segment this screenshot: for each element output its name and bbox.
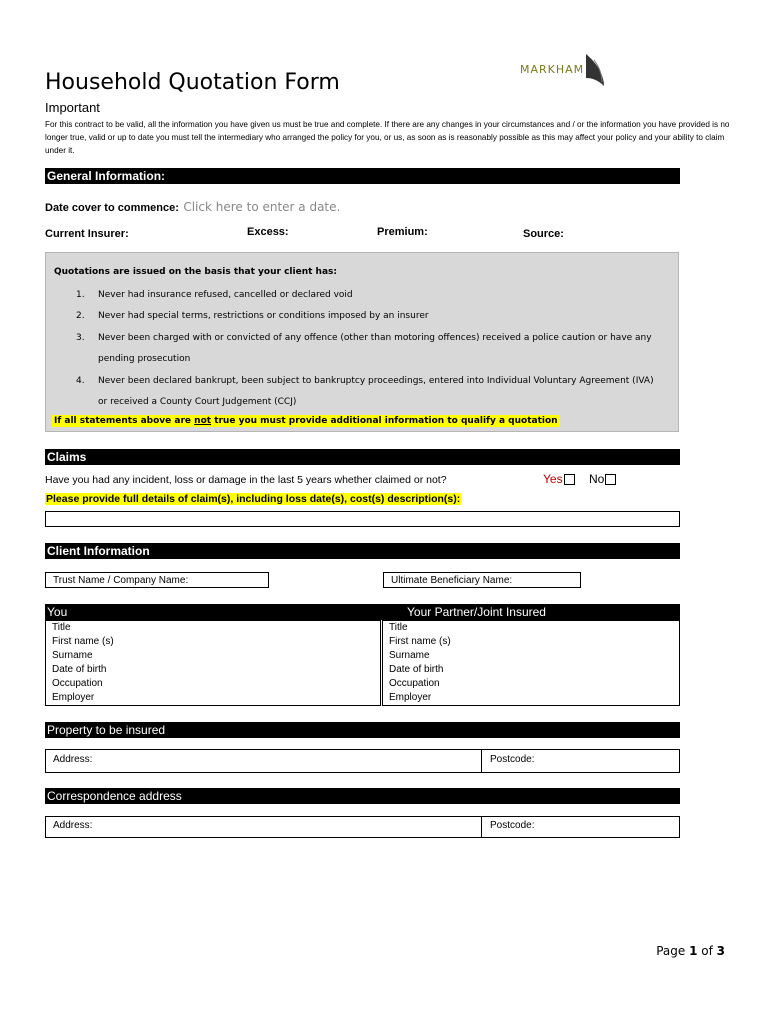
field-label: Surname [52,650,93,661]
basis-item-text: Never been declared bankrupt, been subject to bankruptcy proceedings, entered into Individual Voluntary Agreement (IVA) [98,376,654,386]
page-of: of [697,944,717,958]
claims-details-field[interactable] [45,511,680,527]
date-cover-label: Date cover to commence: [45,202,179,214]
date-cover-field[interactable]: Click here to enter a date. [183,200,341,214]
warning-text: true you must provide additional information to qualify a quotation [211,416,558,426]
basis-item-number: 1. [76,290,85,300]
basis-item-text: pending prosecution [98,354,191,364]
correspondence-address-label: Address: [53,820,93,831]
you-details-table[interactable] [45,620,381,706]
claims-question: Have you had any incident, loss or damage in the last 5 years whether claimed or not? [45,474,447,486]
warning-text: If all statements above are [54,416,195,426]
excess-label[interactable]: Excess: [247,226,289,238]
property-postcode-field[interactable] [481,749,680,773]
claims-details-label: Please provide full details of claim(s), including loss date(s), cost(s) description(s): [46,493,461,505]
you-partner-header [45,604,680,620]
partner-heading: Your Partner/Joint Insured [407,605,546,619]
page-number [656,944,725,958]
yes-option[interactable] [543,472,575,486]
field-label: First name (s) [52,636,114,647]
trust-name-label: Trust Name / Company Name: [53,575,189,586]
beneficiary-name-label: Ultimate Beneficiary Name: [391,575,513,586]
quotation-basis-box [45,252,679,432]
field-label: Employer [389,692,432,703]
warning-not: not [194,416,212,426]
intro-text: For this contract to be valid, all the information you have given us must be true and complete. If there are any changes in your circumstances and / or the information you have provided is no longer true, valid or up to date you must tell the intermediary who arranged the policy for you, or us, as soon as is reasonably possible as this may affect your policy and your ability to claim under it. [45,120,730,155]
field-label: Surname [389,650,430,661]
field-label: First name (s) [389,636,451,647]
field-label: Employer [52,692,95,703]
field-label: Title [389,622,408,633]
important-heading: Important [45,100,100,115]
form-title: Household Quotation Form [45,70,340,95]
no-option[interactable] [589,472,616,486]
general-info-heading: General Information: [45,168,680,184]
basis-item-number: 2. [76,311,85,321]
yes-checkbox[interactable] [564,474,575,485]
basis-warning [52,415,560,427]
current-insurer-label[interactable]: Current Insurer: [45,228,129,240]
property-postcode-label: Postcode: [490,754,535,765]
field-label: Occupation [389,678,440,689]
basis-item-text: Never had special terms, restrictions or conditions imposed by an insurer [98,311,429,321]
yes-label: Yes [543,472,563,486]
source-label[interactable]: Source: [523,228,564,240]
property-address-field[interactable] [45,749,482,773]
basis-item-number: 4. [76,376,85,386]
property-address-label: Address: [53,754,93,765]
correspondence-heading: Correspondence address [45,788,680,804]
basis-item-number: 3. [76,333,85,343]
page-current: 1 [689,944,698,958]
page-prefix: Page [656,944,690,958]
correspondence-postcode-label: Postcode: [490,820,535,831]
premium-label[interactable]: Premium: [377,226,428,238]
property-heading: Property to be insured [45,722,680,738]
no-label: No [589,472,605,486]
markham-logo [518,52,610,92]
no-checkbox[interactable] [605,474,616,485]
page-total: 3 [716,944,725,958]
you-heading: You [47,605,68,619]
basis-item-text: or received a County Court Judgement (CCJ) [98,397,297,407]
beneficiary-name-field[interactable] [383,572,581,588]
claims-heading: Claims [45,449,680,465]
correspondence-postcode-field[interactable] [481,816,680,838]
basis-item-text: Never had insurance refused, cancelled or declared void [98,290,353,300]
basis-heading: Quotations are issued on the basis that your client has: [54,267,337,277]
client-info-heading: Client Information [45,543,680,559]
field-label: Date of birth [389,664,444,675]
partner-details-table[interactable] [382,620,680,706]
trust-name-field[interactable] [45,572,269,588]
basis-item-text: Never been charged with or convicted of any offence (other than motoring offences) received a police caution or have any [98,333,652,343]
correspondence-address-field[interactable] [45,816,482,838]
field-label: Title [52,622,71,633]
field-label: Date of birth [52,664,107,675]
logo-text: MARKHAM [520,63,585,76]
field-label: Occupation [52,678,103,689]
